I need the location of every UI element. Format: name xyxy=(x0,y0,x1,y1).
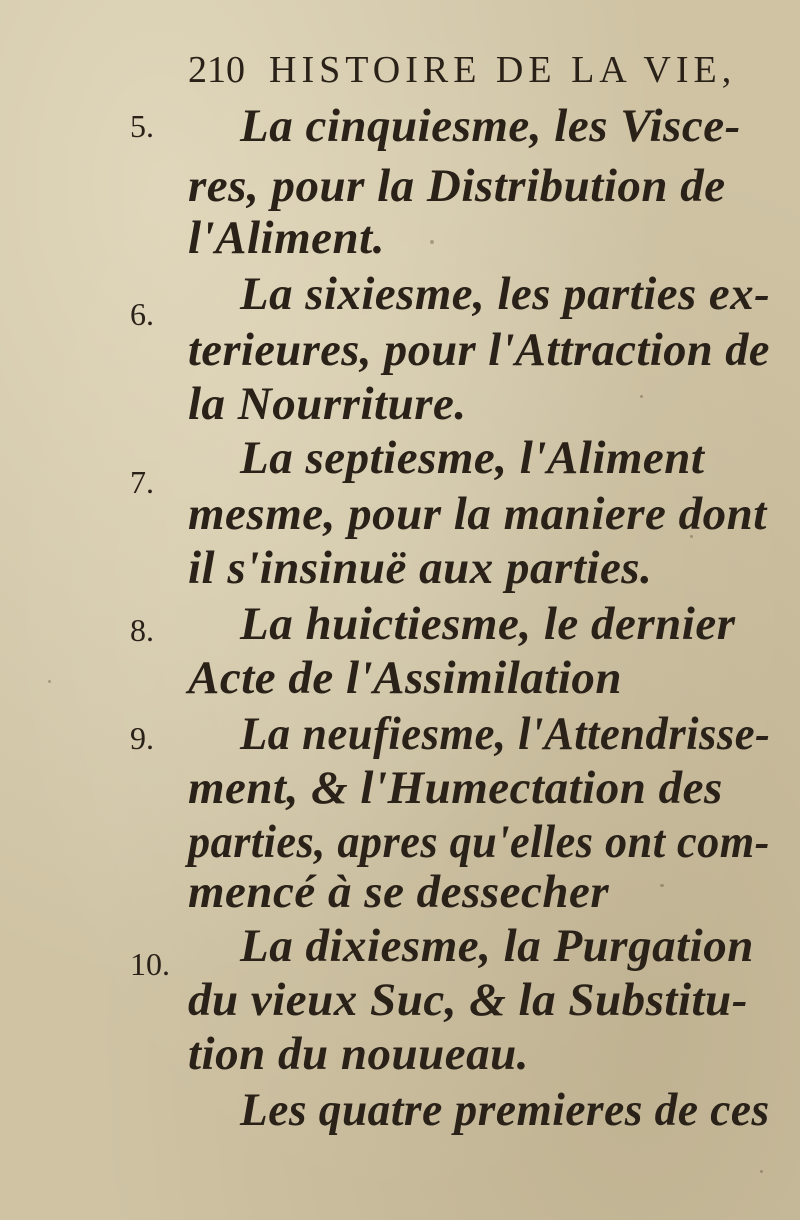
text-line-19: Les quatre premieres de ces xyxy=(240,1084,770,1136)
text-line-14: parties, apres qu'elles ont com- xyxy=(188,816,770,868)
text-line-16: La dixiesme, la Purgation xyxy=(240,920,754,972)
running-header xyxy=(188,48,768,98)
text-line-2: res, pour la Distribution de xyxy=(188,160,726,212)
page-number: 210 xyxy=(188,49,245,91)
text-line-18: tion du nouueau. xyxy=(188,1028,530,1080)
margin-number-7: 7. xyxy=(130,464,154,500)
margin-number-8: 8. xyxy=(130,612,154,648)
text-line-17: du vieux Suc, & la Substitu- xyxy=(188,974,748,1026)
text-line-3: l'Aliment. xyxy=(188,212,385,264)
text-line-10: La huictiesme, le dernier xyxy=(240,598,736,650)
paper-speck xyxy=(430,240,434,244)
margin-number-6: 6. xyxy=(130,296,154,332)
margin-number-9: 9. xyxy=(130,720,154,756)
text-line-6: la Nourriture. xyxy=(188,378,467,430)
text-line-15: mencé à se dessecher xyxy=(188,866,610,918)
text-line-4: La sixiesme, les parties ex- xyxy=(240,268,771,320)
paper-speck xyxy=(640,395,643,398)
paper-speck xyxy=(690,535,693,538)
paper-speck xyxy=(760,1170,763,1173)
text-line-12: La neufiesme, l'Attendrisse- xyxy=(240,708,771,760)
text-line-5: terieures, pour l'Attraction de xyxy=(188,324,770,376)
text-line-13: ment, & l'Humectation des xyxy=(188,762,723,814)
text-line-9: il s'insinuë aux parties. xyxy=(188,542,653,594)
text-line-8: mesme, pour la maniere dont xyxy=(188,488,767,540)
text-line-11: Acte de l'Assimilation xyxy=(188,652,623,704)
text-line-1: La cinquiesme, les Visce- xyxy=(240,100,741,152)
margin-number-10: 10. xyxy=(130,946,170,982)
paper-speck xyxy=(660,884,664,887)
running-title: HISTOIRE DE LA VIE, xyxy=(269,49,737,91)
margin-number-5: 5. xyxy=(130,108,154,144)
paper-speck xyxy=(48,680,51,683)
text-line-7: La septiesme, l'Aliment xyxy=(240,432,705,484)
